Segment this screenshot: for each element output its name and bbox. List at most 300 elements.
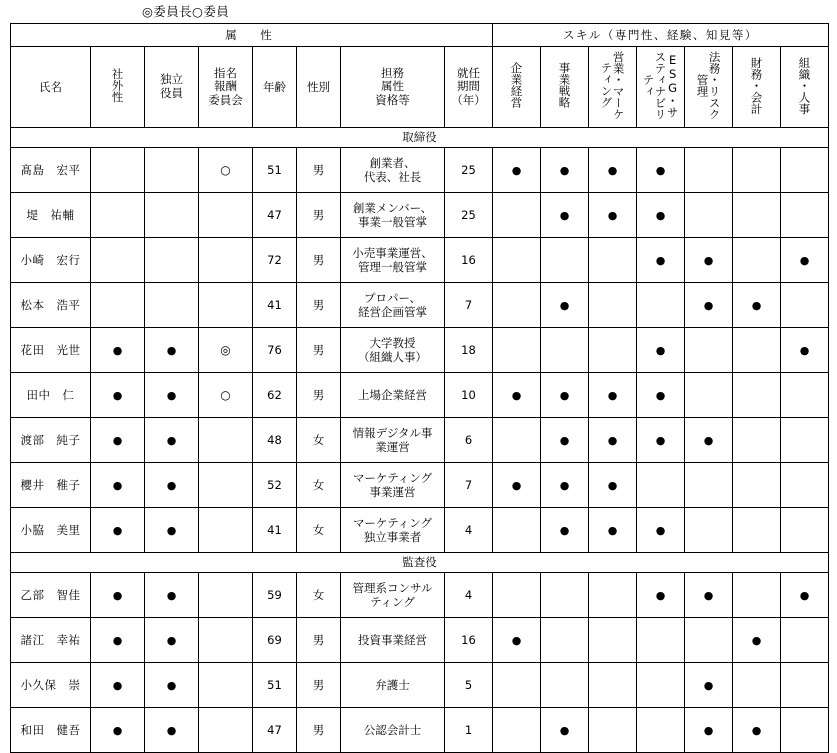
section-header-row — [11, 128, 829, 148]
cell-skill-1 — [541, 708, 589, 753]
cell-skill-2 — [589, 148, 637, 193]
cell-skill-6 — [781, 418, 829, 463]
cell-skill-0 — [493, 663, 541, 708]
cell-skill-5 — [733, 708, 781, 753]
mark-dot — [560, 163, 570, 177]
mark-dot — [656, 253, 666, 267]
mark-dot — [752, 298, 762, 312]
cell-skill-4 — [685, 373, 733, 418]
cell-external — [91, 283, 145, 328]
header-age: 年齢 — [253, 47, 297, 128]
cell-skill-2 — [589, 573, 637, 618]
cell-gender: 男 — [297, 373, 341, 418]
header-skill-2: 営業・マーケティング — [589, 47, 637, 128]
cell-skill-2 — [589, 238, 637, 283]
cell-skill-5 — [733, 283, 781, 328]
cell-role — [341, 283, 445, 328]
header-role-line-2: 属性 — [381, 79, 404, 94]
cell-skill-4 — [685, 328, 733, 373]
cell-name: 花田 光世 — [11, 328, 91, 373]
cell-skill-2 — [589, 418, 637, 463]
cell-skill-6 — [781, 463, 829, 508]
skill-matrix-body — [11, 128, 829, 753]
cell-skill-4 — [685, 663, 733, 708]
header-tenure — [445, 47, 493, 128]
cell-skill-3 — [637, 193, 685, 238]
cell-external — [91, 328, 145, 373]
cell-name: 諸江 幸祐 — [11, 618, 91, 663]
cell-tenure: 5 — [445, 663, 493, 708]
cell-skill-6 — [781, 573, 829, 618]
cell-name: 渡部 純子 — [11, 418, 91, 463]
cell-age: 51 — [253, 663, 297, 708]
cell-gender: 男 — [297, 663, 341, 708]
cell-skill-5 — [733, 508, 781, 553]
cell-role — [341, 663, 445, 708]
header-role-line-3: 資格等 — [375, 92, 410, 107]
table-row — [11, 283, 829, 328]
cell-skill-6 — [781, 708, 829, 753]
mark-dot — [752, 633, 762, 647]
role-line: 弁護士 — [375, 677, 410, 692]
cell-nomination — [199, 573, 253, 618]
cell-age: 72 — [253, 238, 297, 283]
cell-gender: 男 — [297, 148, 341, 193]
table-row — [11, 148, 829, 193]
mark-dot — [704, 298, 714, 312]
cell-skill-3 — [637, 148, 685, 193]
cell-skill-0 — [493, 618, 541, 663]
mark-dot — [608, 208, 618, 222]
role-line: 業運営 — [375, 440, 410, 454]
cell-tenure: 25 — [445, 193, 493, 238]
cell-gender: 女 — [297, 463, 341, 508]
header-skill-3: ESG・サスティナビリティ — [637, 47, 685, 128]
header-nomination-line-3: 委員会 — [208, 92, 243, 107]
role-line: ティング — [370, 595, 415, 609]
cell-name: 小崎 宏行 — [11, 238, 91, 283]
table-row — [11, 708, 829, 753]
mark-dot — [167, 523, 177, 537]
table-row — [11, 373, 829, 418]
header-external — [91, 47, 145, 128]
cell-name: 和田 健吾 — [11, 708, 91, 753]
cell-skill-5 — [733, 148, 781, 193]
section-header-row — [11, 553, 829, 573]
cell-independent — [145, 373, 199, 418]
cell-nomination — [199, 373, 253, 418]
cell-tenure: 4 — [445, 508, 493, 553]
mark-dot — [512, 478, 522, 492]
cell-skill-0 — [493, 148, 541, 193]
mark-dot — [113, 478, 123, 492]
cell-independent — [145, 573, 199, 618]
cell-nomination — [199, 148, 253, 193]
header-skill-6: 組織・人事 — [781, 47, 829, 128]
mark-dot — [113, 388, 123, 402]
cell-skill-6 — [781, 193, 829, 238]
cell-tenure: 6 — [445, 418, 493, 463]
mark-circle — [220, 163, 230, 177]
mark-dot — [800, 343, 810, 357]
cell-skill-0 — [493, 373, 541, 418]
cell-independent — [145, 708, 199, 753]
mark-dot — [113, 633, 123, 647]
cell-skill-4 — [685, 508, 733, 553]
cell-skill-5 — [733, 193, 781, 238]
cell-skill-1 — [541, 573, 589, 618]
cell-skill-4 — [685, 148, 733, 193]
cell-name: 堤 祐輔 — [11, 193, 91, 238]
cell-skill-2 — [589, 508, 637, 553]
cell-tenure: 18 — [445, 328, 493, 373]
cell-age: 41 — [253, 283, 297, 328]
cell-tenure: 16 — [445, 618, 493, 663]
header-nomination-committee — [199, 47, 253, 128]
table-row — [11, 328, 829, 373]
cell-role — [341, 618, 445, 663]
cell-skill-0 — [493, 418, 541, 463]
role-line: 経営企画管掌 — [358, 305, 427, 319]
cell-age: 76 — [253, 328, 297, 373]
cell-tenure: 4 — [445, 573, 493, 618]
header-tenure-line-3: （年） — [451, 92, 486, 107]
cell-external — [91, 373, 145, 418]
role-line: マーケティング — [352, 515, 433, 530]
role-line: 管理系コンサル — [352, 580, 433, 595]
header-name: 氏名 — [11, 47, 91, 128]
cell-age: 51 — [253, 148, 297, 193]
cell-skill-5 — [733, 618, 781, 663]
cell-role — [341, 508, 445, 553]
cell-skill-6 — [781, 283, 829, 328]
header-group-row — [11, 24, 829, 47]
cell-tenure: 7 — [445, 283, 493, 328]
header-role-qualification — [341, 47, 445, 128]
cell-name: 松本 浩平 — [11, 283, 91, 328]
mark-dot — [512, 633, 522, 647]
cell-name: 櫻井 稚子 — [11, 463, 91, 508]
cell-external — [91, 508, 145, 553]
role-line: 上場企業経営 — [358, 387, 427, 402]
cell-nomination — [199, 708, 253, 753]
mark-dot — [800, 588, 810, 602]
cell-role — [341, 708, 445, 753]
cell-independent — [145, 148, 199, 193]
mark-dot — [704, 678, 714, 692]
mark-dot — [560, 388, 570, 402]
cell-skill-6 — [781, 148, 829, 193]
mark-dot — [512, 163, 522, 177]
cell-age: 41 — [253, 508, 297, 553]
header-skill-1: 事業戦略 — [541, 47, 589, 128]
mark-dot — [113, 433, 123, 447]
mark-dot — [113, 343, 123, 357]
cell-name: 小脇 美里 — [11, 508, 91, 553]
header-skill-5: 財務・会計 — [733, 47, 781, 128]
cell-skill-2 — [589, 708, 637, 753]
cell-gender: 男 — [297, 193, 341, 238]
mark-dot — [608, 478, 618, 492]
role-line: （組織人事） — [358, 350, 427, 364]
cell-skill-1 — [541, 283, 589, 328]
cell-skill-1 — [541, 193, 589, 238]
role-line: 事業運営 — [369, 485, 416, 499]
cell-gender: 男 — [297, 328, 341, 373]
cell-tenure: 7 — [445, 463, 493, 508]
cell-skill-1 — [541, 238, 589, 283]
header-independent-line-1: 独立 — [160, 72, 183, 87]
cell-role — [341, 148, 445, 193]
header-column-row — [11, 47, 829, 128]
mark-dot — [704, 588, 714, 602]
cell-skill-2 — [589, 283, 637, 328]
mark-dot — [704, 433, 714, 447]
cell-age: 52 — [253, 463, 297, 508]
cell-skill-6 — [781, 663, 829, 708]
mark-dot — [656, 208, 666, 222]
cell-skill-0 — [493, 708, 541, 753]
cell-skill-0 — [493, 238, 541, 283]
cell-skill-2 — [589, 663, 637, 708]
role-line: 大学教授 — [369, 335, 416, 350]
cell-skill-5 — [733, 418, 781, 463]
legend-text: ◎委員長○委員 — [142, 4, 230, 19]
cell-gender: 女 — [297, 508, 341, 553]
cell-nomination — [199, 418, 253, 463]
cell-skill-1 — [541, 373, 589, 418]
mark-dot — [560, 433, 570, 447]
cell-nomination — [199, 328, 253, 373]
cell-age: 47 — [253, 708, 297, 753]
cell-independent — [145, 508, 199, 553]
cell-role — [341, 573, 445, 618]
cell-tenure: 1 — [445, 708, 493, 753]
header-tenure-line-1: 就任 — [457, 65, 480, 80]
cell-tenure: 10 — [445, 373, 493, 418]
mark-dot — [800, 253, 810, 267]
cell-external — [91, 573, 145, 618]
cell-skill-4 — [685, 193, 733, 238]
section-label: 取締役 — [11, 128, 829, 148]
role-line: マーケティング — [352, 470, 433, 485]
table-row — [11, 418, 829, 463]
mark-dot — [167, 633, 177, 647]
mark-dot — [656, 433, 666, 447]
cell-skill-1 — [541, 663, 589, 708]
cell-independent — [145, 283, 199, 328]
table-row — [11, 663, 829, 708]
section-label: 監査役 — [11, 553, 829, 573]
table-row — [11, 573, 829, 618]
cell-skill-5 — [733, 573, 781, 618]
cell-skill-3 — [637, 618, 685, 663]
cell-skill-4 — [685, 418, 733, 463]
cell-external — [91, 663, 145, 708]
cell-skill-1 — [541, 508, 589, 553]
header-skill-0: 企業経営 — [493, 47, 541, 128]
cell-skill-3 — [637, 663, 685, 708]
cell-independent — [145, 618, 199, 663]
cell-skill-2 — [589, 463, 637, 508]
cell-skill-4 — [685, 573, 733, 618]
cell-name: 乙部 智佳 — [11, 573, 91, 618]
mark-dot — [512, 388, 522, 402]
cell-skill-6 — [781, 618, 829, 663]
cell-skill-3 — [637, 708, 685, 753]
mark-dot — [113, 588, 123, 602]
mark-dot — [167, 678, 177, 692]
header-nomination-line-1: 指名 — [214, 65, 237, 80]
cell-skill-6 — [781, 508, 829, 553]
mark-dot — [608, 523, 618, 537]
cell-skill-4 — [685, 238, 733, 283]
cell-age: 47 — [253, 193, 297, 238]
cell-skill-1 — [541, 463, 589, 508]
role-line: 管理一般管掌 — [358, 260, 427, 274]
header-skills-group: スキル（専門性、経験、知見等） — [493, 24, 829, 47]
cell-skill-1 — [541, 328, 589, 373]
role-line: 独立事業者 — [363, 530, 422, 544]
role-line: 投資事業経営 — [358, 632, 427, 647]
role-line: 代表、社長 — [363, 170, 422, 184]
header-external-label: 社外性 — [110, 68, 125, 103]
mark-dot — [608, 433, 618, 447]
header-tenure-line-2: 期間 — [457, 79, 480, 94]
cell-nomination — [199, 463, 253, 508]
cell-role — [341, 463, 445, 508]
mark-dot — [560, 523, 570, 537]
header-attributes-group: 属 性 — [11, 24, 493, 47]
cell-skill-6 — [781, 238, 829, 283]
cell-skill-3 — [637, 463, 685, 508]
cell-tenure: 16 — [445, 238, 493, 283]
mark-dot — [560, 208, 570, 222]
cell-skill-0 — [493, 463, 541, 508]
cell-skill-4 — [685, 708, 733, 753]
cell-independent — [145, 463, 199, 508]
cell-gender: 男 — [297, 618, 341, 663]
cell-role — [341, 328, 445, 373]
mark-dot — [656, 343, 666, 357]
mark-dot — [608, 388, 618, 402]
table-row — [11, 463, 829, 508]
cell-name: 髙島 宏平 — [11, 148, 91, 193]
cell-nomination — [199, 238, 253, 283]
cell-external — [91, 463, 145, 508]
cell-nomination — [199, 618, 253, 663]
cell-gender: 男 — [297, 283, 341, 328]
skill-matrix-table-wrapper — [10, 23, 828, 753]
cell-skill-2 — [589, 373, 637, 418]
mark-dot — [656, 388, 666, 402]
cell-tenure: 25 — [445, 148, 493, 193]
cell-skill-4 — [685, 463, 733, 508]
cell-skill-3 — [637, 418, 685, 463]
cell-external — [91, 238, 145, 283]
mark-dot — [656, 523, 666, 537]
cell-skill-3 — [637, 573, 685, 618]
cell-skill-4 — [685, 283, 733, 328]
cell-skill-5 — [733, 463, 781, 508]
cell-skill-4 — [685, 618, 733, 663]
cell-skill-3 — [637, 283, 685, 328]
cell-skill-0 — [493, 508, 541, 553]
header-skill-4: 法務・リスク管理 — [685, 47, 733, 128]
mark-dot — [656, 588, 666, 602]
mark-dbl — [220, 343, 230, 357]
cell-name: 田中 仁 — [11, 373, 91, 418]
cell-external — [91, 618, 145, 663]
role-line: 情報デジタル事 — [352, 425, 433, 440]
cell-skill-3 — [637, 328, 685, 373]
cell-role — [341, 193, 445, 238]
mark-dot — [608, 163, 618, 177]
cell-role — [341, 373, 445, 418]
role-line: 事業一般管掌 — [358, 215, 427, 229]
cell-skill-3 — [637, 508, 685, 553]
cell-age: 48 — [253, 418, 297, 463]
cell-nomination — [199, 193, 253, 238]
mark-dot — [704, 253, 714, 267]
cell-skill-5 — [733, 373, 781, 418]
header-independent-line-2: 役員 — [160, 86, 183, 100]
cell-skill-0 — [493, 328, 541, 373]
cell-skill-6 — [781, 328, 829, 373]
header-nomination-line-2: 報酬 — [214, 79, 237, 94]
table-row — [11, 618, 829, 663]
cell-nomination — [199, 663, 253, 708]
cell-independent — [145, 193, 199, 238]
cell-external — [91, 418, 145, 463]
cell-independent — [145, 418, 199, 463]
header-gender: 性別 — [297, 47, 341, 128]
cell-skill-2 — [589, 193, 637, 238]
role-line: 創業メンバー、 — [352, 200, 433, 215]
skill-matrix-table — [10, 23, 829, 753]
mark-dot — [113, 523, 123, 537]
cell-age: 69 — [253, 618, 297, 663]
cell-independent — [145, 328, 199, 373]
table-row — [11, 193, 829, 238]
mark-dot — [167, 433, 177, 447]
role-line: プロパー、 — [363, 290, 422, 305]
cell-gender: 女 — [297, 418, 341, 463]
cell-nomination — [199, 283, 253, 328]
role-line: 公認会計士 — [363, 722, 422, 737]
cell-skill-1 — [541, 618, 589, 663]
mark-dot — [167, 588, 177, 602]
role-line: 小売事業運営、 — [352, 245, 433, 260]
cell-gender: 女 — [297, 573, 341, 618]
cell-age: 59 — [253, 573, 297, 618]
cell-skill-1 — [541, 148, 589, 193]
cell-skill-6 — [781, 373, 829, 418]
cell-skill-1 — [541, 418, 589, 463]
cell-age: 62 — [253, 373, 297, 418]
mark-dot — [167, 478, 177, 492]
header-independent — [145, 47, 199, 128]
cell-independent — [145, 238, 199, 283]
cell-skill-2 — [589, 328, 637, 373]
cell-skill-5 — [733, 663, 781, 708]
table-row — [11, 508, 829, 553]
cell-nomination — [199, 508, 253, 553]
mark-dot — [167, 388, 177, 402]
cell-name: 小久保 崇 — [11, 663, 91, 708]
cell-skill-3 — [637, 373, 685, 418]
mark-dot — [560, 298, 570, 312]
